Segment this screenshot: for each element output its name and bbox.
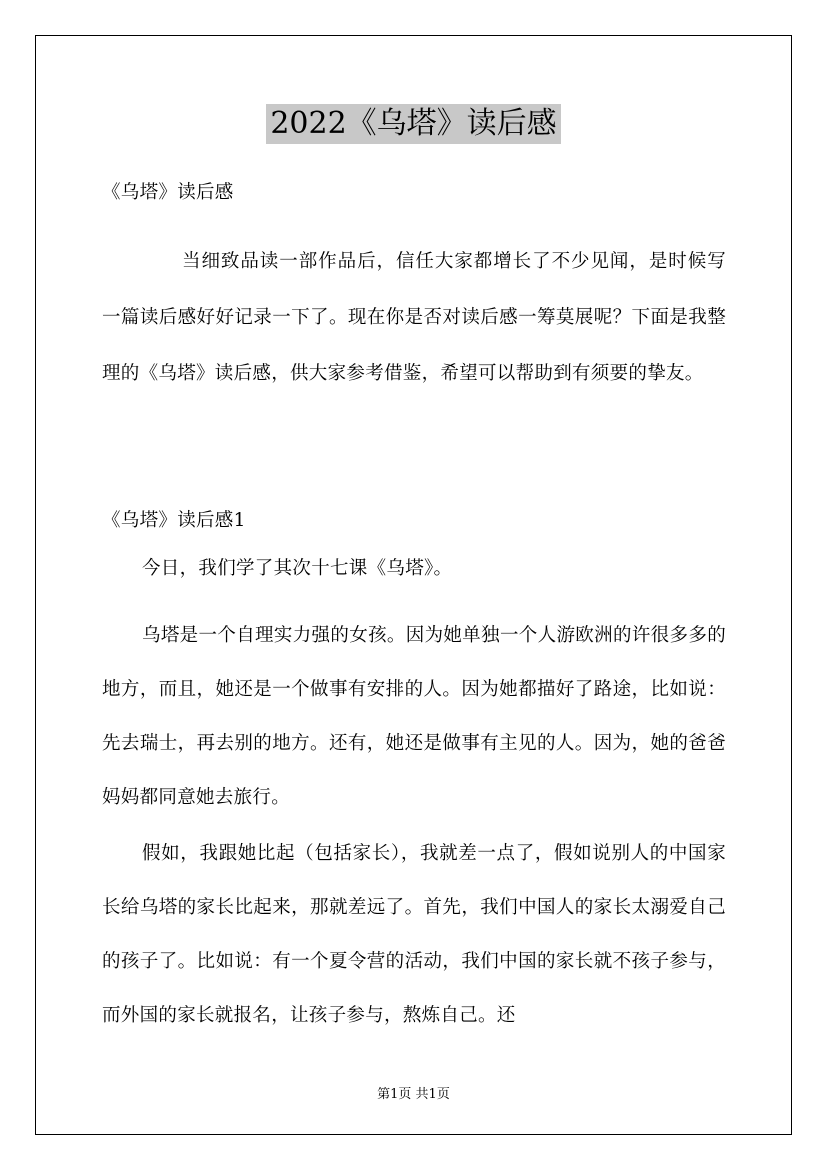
intro-paragraph: 当细致品读一部作品后，信任大家都增长了不少见闻，是时候写一篇读后感好好记录一下了。现在你是否对读后感一筹莫展呢？下面是我整理的《乌塔》读后感，供大家参考借鉴，希望可以帮助到有须要的挚友。 xyxy=(102,251,726,384)
section-heading-intro: 《乌塔》读后感 xyxy=(102,182,234,203)
document-title: 2022《乌塔》读后感 xyxy=(266,104,560,144)
page-footer: 第1页 共1页 xyxy=(377,1087,450,1102)
section-heading-essay-1: 《乌塔》读后感1 xyxy=(102,510,246,531)
body-paragraph-2: 乌塔是一个自理实力强的女孩。因为她单独一个人游欧洲的许很多多的地方，而且，她还是一个做事有安排的人。因为她都描好了路途，比如说：先去瑞士，再去别的地方。还有，她还是做事有主见的人。因为，她的爸爸妈妈都同意她去旅行。 xyxy=(102,625,726,808)
body-paragraph-3: 假如，我跟她比起（包括家长），我就差一点了，假如说别人的中国家长给乌塔的家长比起来，那就差远了。首先，我们中国人的家长太溺爱自己的孩子了。比如说：有一个夏令营的活动，我们中国的家长就不孩子参与，而外国的家长就报名，让孩子参与，熬炼自己。还 xyxy=(102,843,726,1026)
title-container xyxy=(0,104,827,144)
body-paragraph-1: 今日，我们学了其次十七课《乌塔》。 xyxy=(142,558,453,579)
